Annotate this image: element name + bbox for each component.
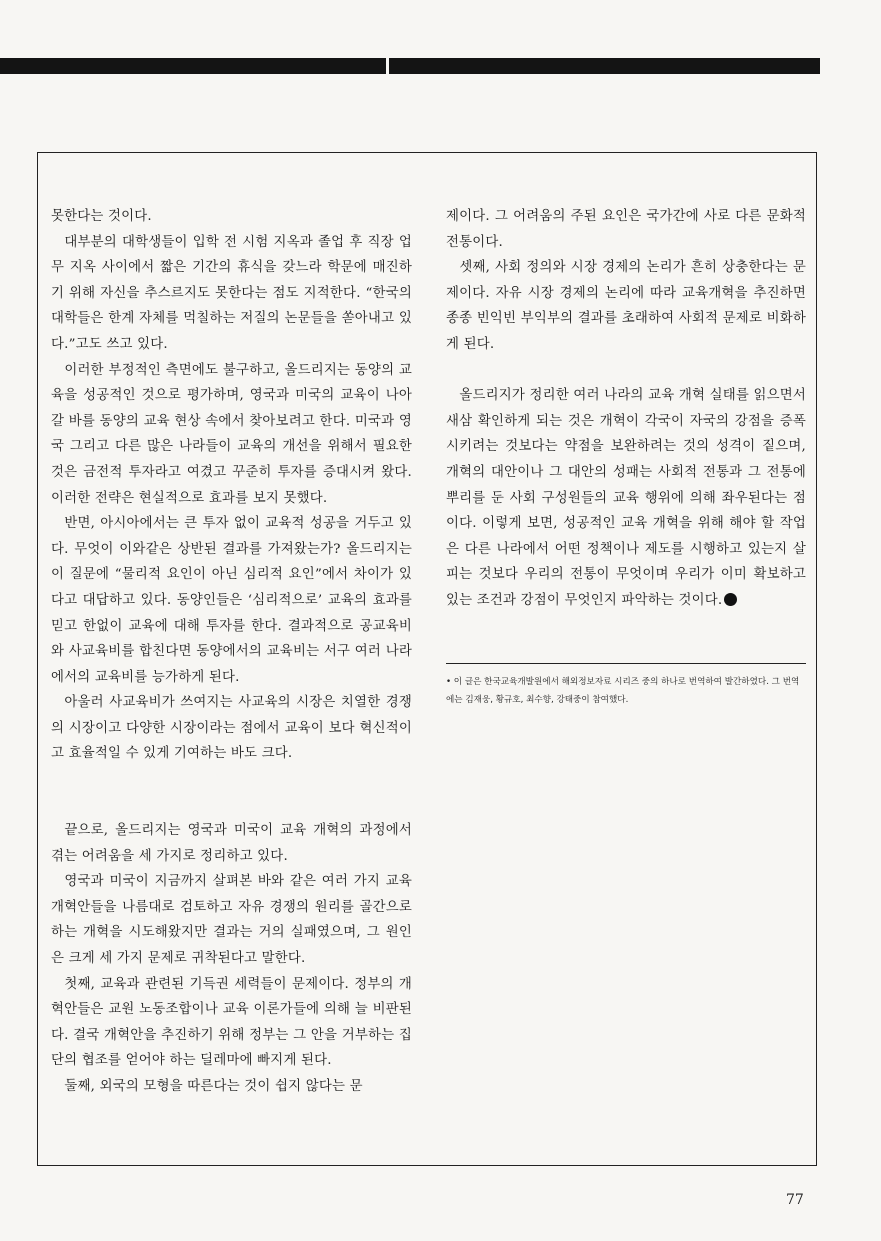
header-bar-divider bbox=[386, 58, 389, 74]
section-gap bbox=[446, 358, 806, 384]
footnote-rule bbox=[446, 663, 806, 664]
paragraph: 아울러 사교육비가 쓰여지는 사교육의 시장은 치열한 경쟁의 시장이고 다양한 시장이라는 점에서 교육이 보다 혁신적이고 효율적일 수 있게 기여하는 바도 크다. bbox=[51, 695, 412, 762]
paragraph: 첫째, 교육과 관련된 기득권 세력들이 문제이다. 정부의 개혁안들은 교원 노동조합이나 교육 이론가들에 의해 늘 비판된다. 결국 개혁안을 추진하기 위해 정부는 그 안을 거부하는 집단의 협조를 얻어야 하는 딜레마에 빠지게 된다. bbox=[51, 976, 412, 1069]
paragraph: 제이다. 그 어려움의 주된 요인은 국가간에 사로 다른 문화적 전통이다. bbox=[446, 209, 806, 250]
page-number: 77 bbox=[786, 1192, 804, 1208]
end-mark-icon bbox=[724, 593, 737, 606]
right-column bbox=[446, 204, 806, 614]
paragraph: 셋째, 사회 정의와 시장 경제의 논리가 흔히 상충한다는 문제이다. 자유 시장 경제의 논리에 따라 교육개혁을 추진하면 종종 빈익빈 부익부의 결과를 초래하여 사회적 문제로 비화하게 된다. bbox=[446, 260, 806, 352]
paragraph: 둘째, 외국의 모형을 따른다는 것이 쉽지 않다는 문 bbox=[64, 1079, 363, 1094]
header-bar bbox=[0, 58, 820, 74]
section-gap bbox=[51, 767, 412, 818]
paragraph: 영국과 미국이 지금까지 살펴본 바와 같은 여러 가지 교육 개혁안들을 나름대로 검토하고 자유 경쟁의 원리를 골간으로 하는 개혁을 시도해왔지만 결과는 거의 실패였으며, 그 원인은 크게 세 가지 문제로 귀착된다고 말한다. bbox=[51, 874, 412, 967]
paragraph: 반면, 아시아에서는 큰 투자 없이 교육적 성공을 거두고 있다. 무엇이 이와같은 상반된 결과를 가져왔는가? 올드리지는 이 질문에 “물리적 요인이 아닌 심리적 요인”에서 차이가 있다고 대답하고 있다. 동양인들은 ‘심리적으로’ 교육의 효과를 믿고 한없이 교육에 대해 투자를 한다. 결과적으로 공교육비와 사교육비를 합친다면 동양에서의 교육비는 서구 여러 나라에서의 교육비를 능가하게 된다. bbox=[51, 516, 412, 685]
footnote: • 이 글은 한국교육개발원에서 해외정보자료 시리즈 중의 하나로 번역하여 발간하였다. 그 번역에는 김재웅, 황규호, 최수향, 강태중이 참여했다. bbox=[446, 677, 800, 705]
paragraph: 못한다는 것이다. bbox=[51, 209, 152, 224]
left-column bbox=[51, 204, 412, 1100]
paragraph: 이러한 부정적인 측면에도 불구하고, 올드리지는 동양의 교육을 성공적인 것으로 평가하며, 영국과 미국의 교육이 나아갈 바를 동양의 교육 현상 속에서 찾아보려고 한다. 미국과 영국 그리고 다른 많은 나라들이 교육의 개선을 위해서 필요한 것은 금전적 투자라고 여겼고 꾸준히 투자를 증대시켜 왔다. 이러한 전략은 현실적으로 효과를 보지 못했다. bbox=[51, 362, 412, 506]
paragraph: 대부분의 대학생들이 입학 전 시험 지옥과 졸업 후 직장 업무 지옥 사이에서 짧은 기간의 휴식을 갖느라 학문에 매진하기 위해 자신을 추스르지도 못한다는 점도 지적한다. “한국의 대학들은 한계 자체를 먹칠하는 저질의 논문들을 쏟아내고 있다.”고도 쓰고 있다. bbox=[51, 234, 412, 352]
paragraph: 끝으로, 올드리지는 영국과 미국이 교육 개혁의 과정에서 겪는 어려움을 세 가지로 정리하고 있다. bbox=[51, 823, 412, 864]
paragraph-closing bbox=[446, 383, 806, 613]
paragraph-text: 올드리지가 정리한 여러 나라의 교육 개혁 실태를 읽으면서 새삼 확인하게 되는 것은 개혁이 각국이 자국의 강점을 증폭시키려는 것보다는 약점을 보완하려는 것의 성격이 짙으며, 개혁의 대안이나 그 대안의 성패는 사회적 전통과 그 전통에 뿌리를 둔 사회 구성원들의 교육 행위에 의해 좌우된다는 점이다. 이렇게 보면, 성공적인 교육 개혁을 위해 해야 할 작업은 다른 나라에서 어떤 정책이나 제도를 시행하고 있는지 살피는 것보다 우리의 전통이 무엇이며 우리가 이미 확보하고 있는 조건과 강점이 무엇인지 파악하는 것이다. bbox=[446, 388, 806, 608]
